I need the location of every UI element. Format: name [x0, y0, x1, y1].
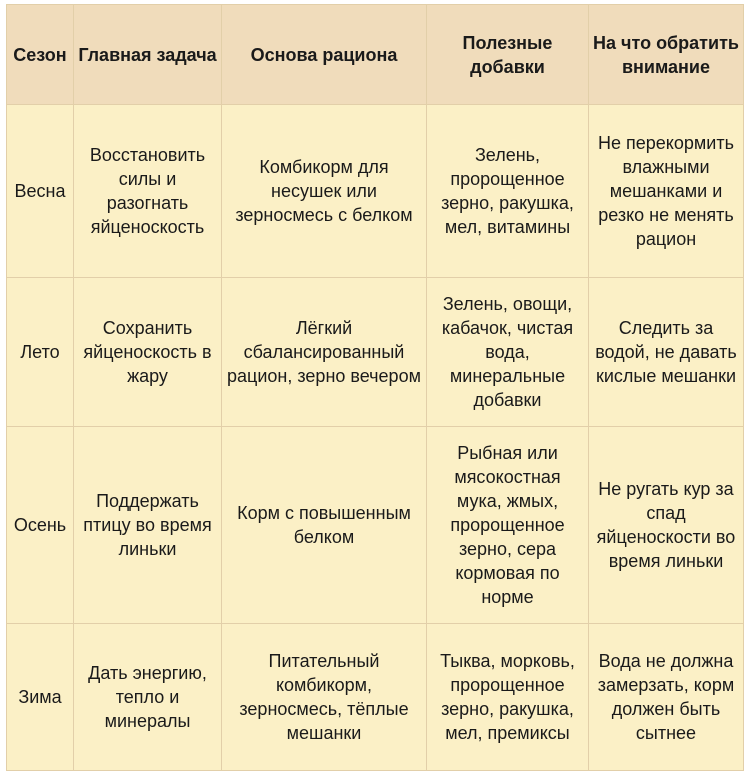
header-main-task: Главная задача [74, 5, 222, 105]
cell-main-task: Поддержать птицу во время линьки [74, 427, 222, 624]
cell-supplements: Тыква, морковь, пророщенное зерно, ракушка, мел, премиксы [427, 624, 589, 771]
table-header-row [7, 5, 744, 105]
cell-main-task: Восстановить силы и разогнать яйценоскость [74, 105, 222, 278]
cell-season: Зима [7, 624, 74, 771]
table-row-spring [7, 105, 744, 278]
cell-diet-base: Корм с повышенным белком [222, 427, 427, 624]
header-supplements: Полезные добавки [427, 5, 589, 105]
cell-attention: Вода не должна замерзать, корм должен быть сытнее [589, 624, 744, 771]
cell-attention: Не ругать кур за спад яйценоскости во время линьки [589, 427, 744, 624]
seasonal-feeding-table [6, 4, 744, 771]
cell-diet-base: Лёгкий сбалансированный рацион, зерно вечером [222, 278, 427, 427]
cell-main-task: Сохранить яйценоскость в жару [74, 278, 222, 427]
header-season: Сезон [7, 5, 74, 105]
cell-attention: Не перекормить влажными мешанками и резко не менять рацион [589, 105, 744, 278]
cell-diet-base: Комбикорм для несушек или зерносмесь с белком [222, 105, 427, 278]
cell-attention: Следить за водой, не давать кислые мешанки [589, 278, 744, 427]
cell-season: Осень [7, 427, 74, 624]
cell-main-task: Дать энергию, тепло и минералы [74, 624, 222, 771]
cell-supplements: Зелень, овощи, кабачок, чистая вода, минеральные добавки [427, 278, 589, 427]
cell-supplements: Рыбная или мясокостная мука, жмых, пророщенное зерно, сера кормовая по норме [427, 427, 589, 624]
cell-season: Лето [7, 278, 74, 427]
cell-season: Весна [7, 105, 74, 278]
table-row-winter [7, 624, 744, 771]
header-attention: На что обратить внимание [589, 5, 744, 105]
header-diet-base: Основа рациона [222, 5, 427, 105]
cell-supplements: Зелень, пророщенное зерно, ракушка, мел, витамины [427, 105, 589, 278]
cell-diet-base: Питательный комбикорм, зерносмесь, тёплые мешанки [222, 624, 427, 771]
table-row-summer [7, 278, 744, 427]
table-row-autumn [7, 427, 744, 624]
